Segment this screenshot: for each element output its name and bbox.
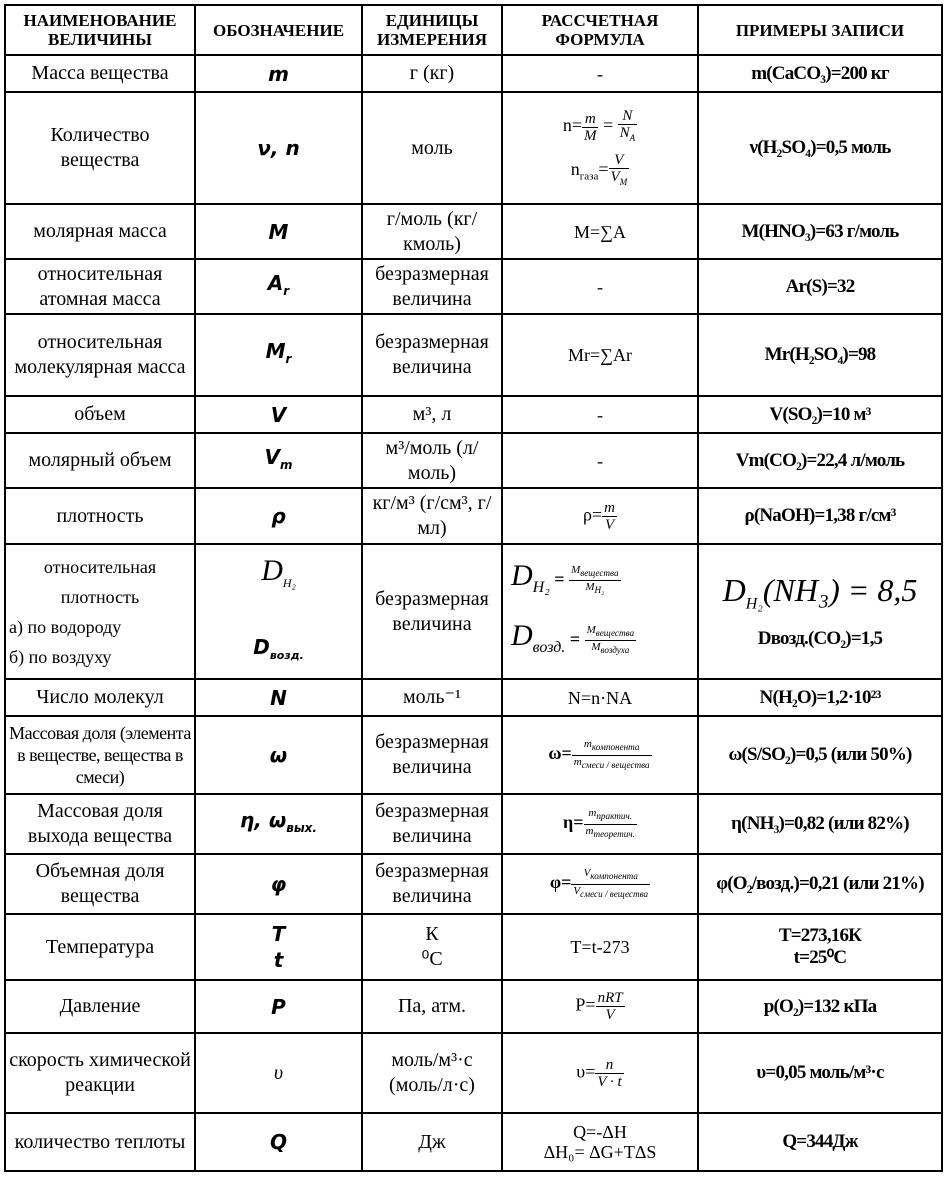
table-row: [5, 1113, 942, 1171]
quantity-symbol: P: [195, 980, 362, 1033]
formula-text: n=: [562, 115, 582, 136]
quantity-example: p(O₂)=132 кПа: [698, 980, 942, 1033]
quantity-symbol: ν, n: [195, 92, 362, 204]
table-row: [5, 679, 942, 716]
quantity-name: Объемная доля вещества: [5, 854, 195, 914]
quantity-unit: безразмерная величина: [362, 716, 502, 794]
quantity-symbol: Q: [195, 1113, 362, 1171]
quantity-example: η(NH₃)=0,82 (или 82%): [698, 794, 942, 854]
quantity-name: Число молекул: [5, 679, 195, 716]
quantity-unit: г/моль (кг/кмоль): [362, 204, 502, 259]
quantity-example: ν(H₂SO₄)=0,5 моль: [698, 92, 942, 204]
table-row: [5, 433, 942, 488]
quantity-symbol: $M_r$: [195, 314, 362, 396]
quantity-example: V(SO₂)=10 м³: [698, 396, 942, 433]
quantity-formula: $D_{H_2}$ = $\frac{M_{вещества}}{M_{H_2}}$ $D_{возд.}$ = $\frac{M_{вещества}}{M_{воздуха}}$: [502, 544, 698, 679]
table-row: [5, 55, 942, 92]
table-row: [5, 396, 942, 433]
quantity-formula: -: [502, 55, 698, 92]
quantity-symbol: υ: [195, 1033, 362, 1113]
quantity-name: количество теплоты: [5, 1113, 195, 1171]
quantity-formula: T=t-273: [502, 914, 698, 980]
quantity-unit: безразмерная величина: [362, 544, 502, 679]
table-row: [5, 980, 942, 1033]
quantity-symbol: $A_r$: [195, 259, 362, 314]
quantity-example: Vm(CO₂)=22,4 л/моль: [698, 433, 942, 488]
quantity-formula: υ= $\frac{n}{V \cdot t}$: [502, 1033, 698, 1113]
quantity-name: объем: [5, 396, 195, 433]
quantity-unit: моль/м³·с (моль/л·с): [362, 1033, 502, 1113]
header-name: НАИМЕНОВАНИЕ ВЕЛИЧИНЫ: [5, 5, 195, 55]
quantity-unit: безразмерная величина: [362, 794, 502, 854]
quantity-name: скорость химической реакции: [5, 1033, 195, 1113]
quantity-unit: безразмерная величина: [362, 854, 502, 914]
reference-table: [4, 4, 943, 1172]
quantity-formula: η= $\frac{m_{практич.}}{m_{теоретич.}}$: [502, 794, 698, 854]
quantity-name: Давление: [5, 980, 195, 1033]
quantity-symbol: N: [195, 679, 362, 716]
quantity-name: молярная масса: [5, 204, 195, 259]
quantity-unit: Дж: [362, 1113, 502, 1171]
quantity-formula: n= $\frac{m}{M}$ = $\frac{N}{N_A}$ $n_{газа}=$ $\frac{V}{V_M}$: [502, 92, 698, 204]
table-row: [5, 854, 942, 914]
quantity-example: Q=344Дж: [698, 1113, 942, 1171]
quantity-unit: м³, л: [362, 396, 502, 433]
quantity-formula: ρ= $\frac{m}{V}$: [502, 488, 698, 544]
quantity-name: Масса вещества: [5, 55, 195, 92]
quantity-formula: φ= $\frac{V_{компонента}}{V_{смеси / вещества}}$: [502, 854, 698, 914]
quantity-example: φ(O₂/возд.)=0,21 (или 21%): [698, 854, 942, 914]
quantity-symbol: V: [195, 396, 362, 433]
table-row: [5, 716, 942, 794]
quantity-example: ω(S/SO₂)=0,5 (или 50%): [698, 716, 942, 794]
table-row: [5, 314, 942, 396]
quantity-formula: -: [502, 433, 698, 488]
quantity-symbol: φ: [195, 854, 362, 914]
quantity-name: относительная молекулярная масса: [5, 314, 195, 396]
quantity-unit: м³/моль (л/моль): [362, 433, 502, 488]
quantity-unit: безразмерная величина: [362, 314, 502, 396]
quantity-symbol: $V_m$: [195, 433, 362, 488]
quantity-symbol: T t: [195, 914, 362, 980]
quantity-name: Температура: [5, 914, 195, 980]
table-row: [5, 794, 942, 854]
header-units: ЕДИНИЦЫ ИЗМЕРЕНИЯ: [362, 5, 502, 55]
quantity-example: Ar(S)=32: [698, 259, 942, 314]
quantity-unit: Па, атм.: [362, 980, 502, 1033]
quantity-formula: ω= $\frac{m_{компонента}}{m_{смеси / вещества}}$: [502, 716, 698, 794]
formula-sub: газа: [579, 170, 599, 183]
quantity-symbol: η, $\omega_{вых.}$: [195, 794, 362, 854]
table-row: [5, 259, 942, 314]
quantity-symbol: ω: [195, 716, 362, 794]
quantity-unit: г (кг): [362, 55, 502, 92]
header-examples: ПРИМЕРЫ ЗАПИСИ: [698, 5, 942, 55]
quantity-symbol: m: [195, 55, 362, 92]
header-formula: РАССЧЕТНАЯ ФОРМУЛА: [502, 5, 698, 55]
quantity-formula: -: [502, 259, 698, 314]
header-row: [5, 5, 942, 55]
quantity-formula: P= $\frac{\text{nRT}}{V}$: [502, 980, 698, 1033]
quantity-name: Массовая доля выхода вещества: [5, 794, 195, 854]
table-row: [5, 92, 942, 204]
quantity-name: относительная плотность а) по водороду б) по воздуху: [5, 544, 195, 679]
quantity-formula: M=∑A: [502, 204, 698, 259]
quantity-unit: кг/м³ (г/см³, г/мл): [362, 488, 502, 544]
quantity-unit: моль⁻¹: [362, 679, 502, 716]
formula-text: n: [570, 159, 580, 180]
quantity-unit: К ⁰С: [362, 914, 502, 980]
quantity-formula: Q=-ΔH ΔH₀= ΔG+TΔS: [502, 1113, 698, 1171]
quantity-unit: моль: [362, 92, 502, 204]
quantity-name: относительная атомная масса: [5, 259, 195, 314]
quantity-name: плотность: [5, 488, 195, 544]
table-row: [5, 1033, 942, 1113]
quantity-formula: N=n·NA: [502, 679, 698, 716]
quantity-example: υ=0,05 моль/м³·с: [698, 1033, 942, 1113]
quantity-symbol: M: [195, 204, 362, 259]
quantity-example: N(H₂O)=1,2·10²³: [698, 679, 942, 716]
quantity-example: T=273,16К t=25⁰С: [698, 914, 942, 980]
table-row: [5, 488, 942, 544]
table-row: [5, 204, 942, 259]
quantity-symbol: ρ: [195, 488, 362, 544]
quantity-name: Массовая доля (элемента в веществе, вещества в смеси): [5, 716, 195, 794]
table-row: [5, 544, 942, 679]
quantity-example: ρ(NaOH)=1,38 г/см³: [698, 488, 942, 544]
quantity-name: молярный объем: [5, 433, 195, 488]
table-row: [5, 914, 942, 980]
quantity-unit: безразмерная величина: [362, 259, 502, 314]
header-symbol: ОБОЗНАЧЕНИЕ: [195, 5, 362, 55]
quantity-example: M(HNO₃)=63 г/моль: [698, 204, 942, 259]
quantity-example: m(CaCO₃)=200 кг: [698, 55, 942, 92]
quantity-formula: -: [502, 396, 698, 433]
quantity-name: Количество вещества: [5, 92, 195, 204]
quantity-example: $D_{H_2}(NH_3) = 8,5$ Dвозд.(CO₂)=1,5: [698, 544, 942, 679]
quantity-formula: Mr=∑Ar: [502, 314, 698, 396]
quantity-example: Mr(H₂SO₄)=98: [698, 314, 942, 396]
quantity-symbol: $D_{H_2}$ $D_{возд.}$: [195, 544, 362, 679]
